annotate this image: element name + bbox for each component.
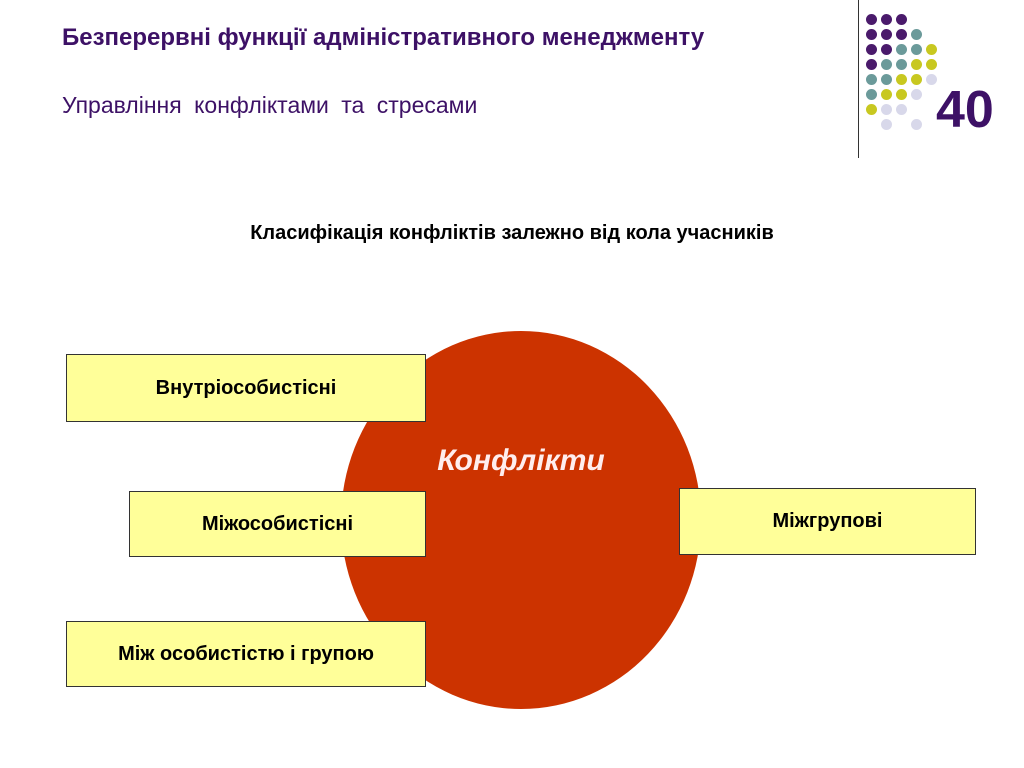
dot [911,119,922,130]
dot [926,59,937,70]
dot [911,44,922,55]
dot [896,74,907,85]
dot [896,59,907,70]
dot [911,59,922,70]
diagram-heading: Класифікація конфліктів залежно від кола учасників [250,222,774,244]
slide-subtitle: Управління конфліктами та стресами [62,92,478,118]
dot [896,29,907,40]
decorative-dot-grid [866,14,946,138]
category-box-person-group: Між особистістю і групою [66,621,426,687]
header-divider [858,0,859,158]
dot [881,119,892,130]
dot [896,89,907,100]
category-box-intergroup: Міжгрупові [679,488,976,555]
dot [911,89,922,100]
dot [866,74,877,85]
dot [866,14,877,25]
dot [896,14,907,25]
dot [866,44,877,55]
dot [881,59,892,70]
slide-number: 40 [936,81,994,139]
dot [866,59,877,70]
dot [926,44,937,55]
dot [866,104,877,115]
dot [866,89,877,100]
dot [896,44,907,55]
category-box-intrapersonal: Внутріособистісні [66,354,426,422]
conflict-circle-label: Конфлікти [437,444,605,477]
dot [911,74,922,85]
slide-title: Безперервні функції адміністративного менеджменту [62,24,705,51]
category-box-interpersonal: Міжособистісні [129,491,426,557]
dot [881,14,892,25]
dot [911,29,922,40]
dot [881,104,892,115]
dot [866,29,877,40]
dot [881,74,892,85]
dot [881,89,892,100]
dot [881,29,892,40]
dot [896,104,907,115]
dot [881,44,892,55]
